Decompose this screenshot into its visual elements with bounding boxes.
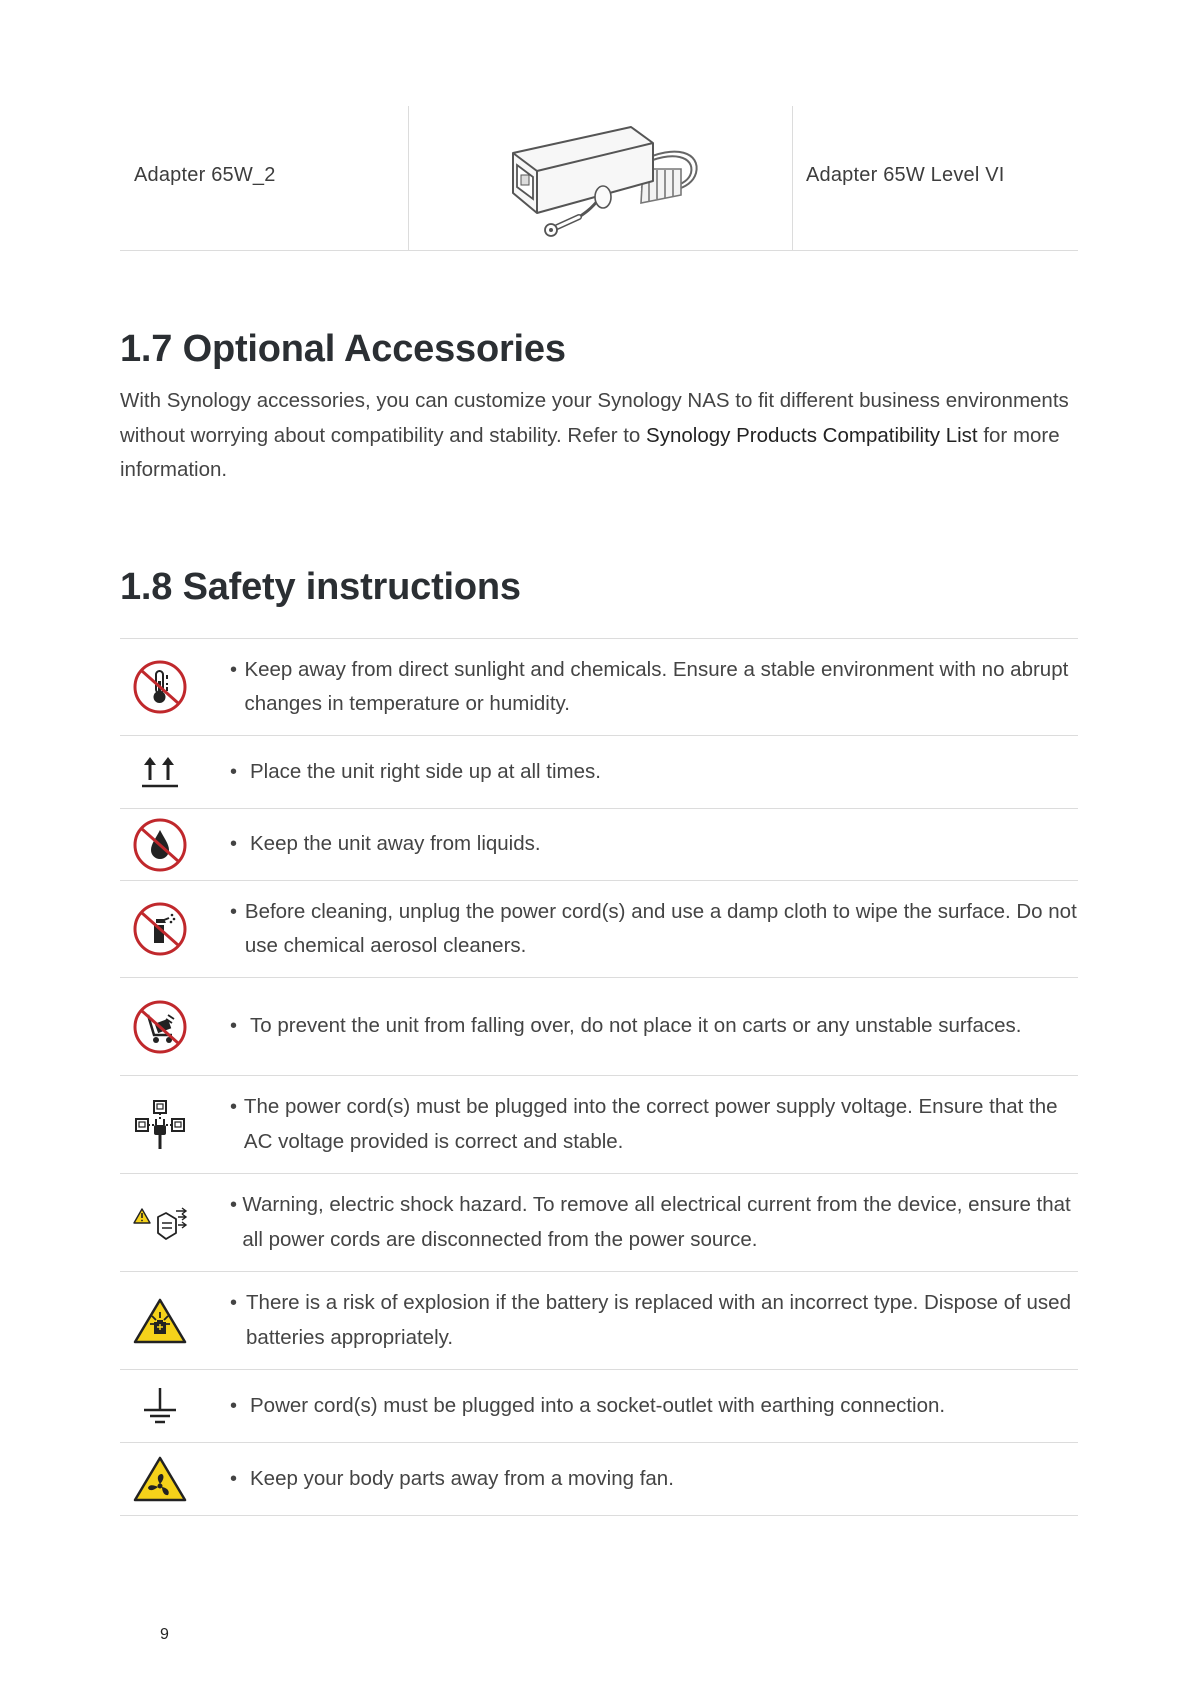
bullet: •	[230, 1015, 238, 1038]
safety-text: To prevent the unit from falling over, do not place it on carts or any unstable surfaces.	[250, 1014, 1022, 1038]
safety-row	[120, 978, 1078, 1076]
safety-row	[120, 639, 1078, 736]
this-side-up-icon	[138, 752, 182, 792]
accessories-paragraph	[120, 384, 1080, 488]
safety-text: Keep the unit away from liquids.	[250, 832, 541, 856]
safety-row	[120, 881, 1078, 978]
safety-row	[120, 809, 1078, 881]
no-aerosol-cleaner-icon	[132, 901, 188, 957]
accessories-body-before: With Synology accessories, you can customize your Synology NAS to fit different business environments without worrying about compatibility and stability. Refer to	[120, 389, 1069, 447]
safety-text: The power cord(s) must be plugged into the correct power supply voltage. Ensure that the AC voltage provided is correct and stable.	[243, 1095, 1058, 1153]
safety-text: Keep your body parts away from a moving fan.	[250, 1466, 674, 1490]
bullet: •	[230, 658, 238, 681]
bullet: •	[230, 1292, 238, 1314]
adapter-image-cell	[409, 106, 793, 250]
moving-fan-warning-icon	[132, 1454, 188, 1504]
safety-row	[120, 1272, 1078, 1370]
no-sunlight-chemicals-icon	[132, 659, 188, 715]
adapter-name: Adapter 65W_2	[134, 163, 276, 186]
no-carts-icon	[132, 999, 188, 1055]
battery-explosion-warning-icon	[132, 1296, 188, 1346]
section-heading-accessories: 1.7 Optional Accessories	[120, 328, 566, 370]
power-adapter-illustration	[491, 113, 711, 243]
safety-row	[120, 1443, 1078, 1516]
earth-ground-icon	[138, 1384, 182, 1428]
bullet: •	[230, 1394, 238, 1417]
adapter-description-cell	[793, 106, 1078, 250]
power-supply-voltage-icon	[132, 1097, 188, 1153]
safety-text: Place the unit right side up at all times.	[250, 759, 601, 783]
safety-row	[120, 1370, 1078, 1443]
safety-table	[120, 638, 1078, 1516]
section-heading-safety: 1.8 Safety instructions	[120, 566, 521, 608]
bullet: •	[230, 900, 238, 923]
adapter-table	[120, 106, 1078, 251]
safety-text: There is a risk of explosion if the battery is replaced with an incorrect type. Dispose of used batteries appropriately.	[246, 1291, 1071, 1349]
bullet: •	[230, 833, 238, 856]
safety-row	[120, 1076, 1078, 1174]
bullet: •	[230, 760, 238, 783]
safety-text: Keep away from direct sunlight and chemicals. Ensure a stable environment with no abrupt changes in temperature or humidity.	[244, 657, 1069, 715]
adapter-description: Adapter 65W Level VI	[806, 163, 1005, 186]
safety-text: Before cleaning, unplug the power cord(s) and use a damp cloth to wipe the surface. Do not use chemical aerosol cleaners.	[244, 899, 1077, 957]
accessories-body-after: for more information.	[120, 423, 1060, 481]
page-number: 9	[160, 1626, 169, 1643]
safety-text: Warning, electric shock hazard. To remove all electrical current from the device, ensure that all power cords are disconnected from the power source.	[242, 1193, 1071, 1251]
no-liquids-icon	[132, 817, 188, 873]
safety-row	[120, 736, 1078, 809]
adapter-name-cell	[120, 106, 409, 250]
compatibility-list-link[interactable]: Synology Products Compatibility List	[646, 423, 978, 447]
bullet: •	[230, 1096, 238, 1118]
bullet: •	[230, 1194, 238, 1216]
safety-text: Power cord(s) must be plugged into a socket-outlet with earthing connection.	[250, 1393, 946, 1417]
safety-row	[120, 1174, 1078, 1272]
electric-shock-warning-icon	[132, 1203, 188, 1243]
bullet: •	[230, 1467, 238, 1490]
